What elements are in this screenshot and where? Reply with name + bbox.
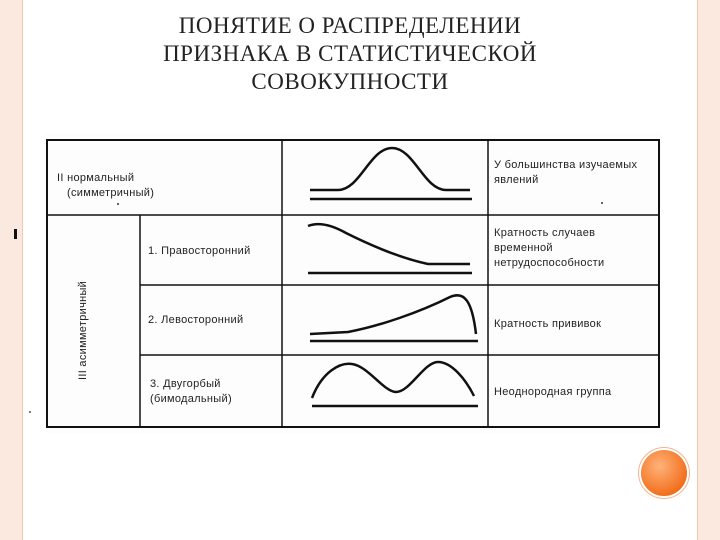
row-right-description <box>494 226 604 271</box>
row-normal-description <box>494 158 637 188</box>
decorative-orange-circle <box>641 450 687 496</box>
row-left-label <box>148 313 243 328</box>
row-normal-label <box>57 171 154 201</box>
row-right-description-line-2: временной <box>494 242 553 254</box>
row-bimodal-label-line-2: (бимодальный) <box>150 393 232 405</box>
row-right-description-line-1: Кратность случаев <box>494 227 596 239</box>
left-skewed-curve <box>310 295 478 341</box>
row-bimodal-label <box>150 377 232 407</box>
row-left-label-line-1: 2. Левосторонний <box>148 314 244 326</box>
row-right-description-line-3: нетрудоспособности <box>494 257 605 269</box>
row-normal-label-line-1: II нормальный <box>57 172 135 184</box>
normal-curve <box>310 148 472 199</box>
row-bimodal-description-line-1: Неоднородная группа <box>494 386 612 398</box>
bimodal-curve <box>312 362 478 406</box>
title-line-1: ПОНЯТИЕ О РАСПРЕДЕЛЕНИИ <box>178 13 522 38</box>
asymmetric-group-label: III асимметричный <box>77 280 89 380</box>
row-normal-description-line-1: У большинства изучаемых <box>494 159 638 171</box>
row-normal-description-line-2: явлений <box>494 174 539 186</box>
row-right-label-line-1: 1. Правосторонний <box>148 245 251 257</box>
row-bimodal-description <box>494 385 611 400</box>
row-left-description <box>494 317 601 332</box>
right-skewed-curve <box>308 224 472 273</box>
row-normal-label-line-2: (симметричный) <box>67 187 155 199</box>
row-right-label <box>148 244 251 259</box>
title-line-2: ПРИЗНАКА В СТАТИСТИЧЕСКОЙ <box>163 41 537 66</box>
row-bimodal-label-line-1: 3. Двугорбый <box>150 378 221 390</box>
row-left-description-line-1: Кратность прививок <box>494 318 602 330</box>
title-line-3: СОВОКУПНОСТИ <box>251 69 449 94</box>
